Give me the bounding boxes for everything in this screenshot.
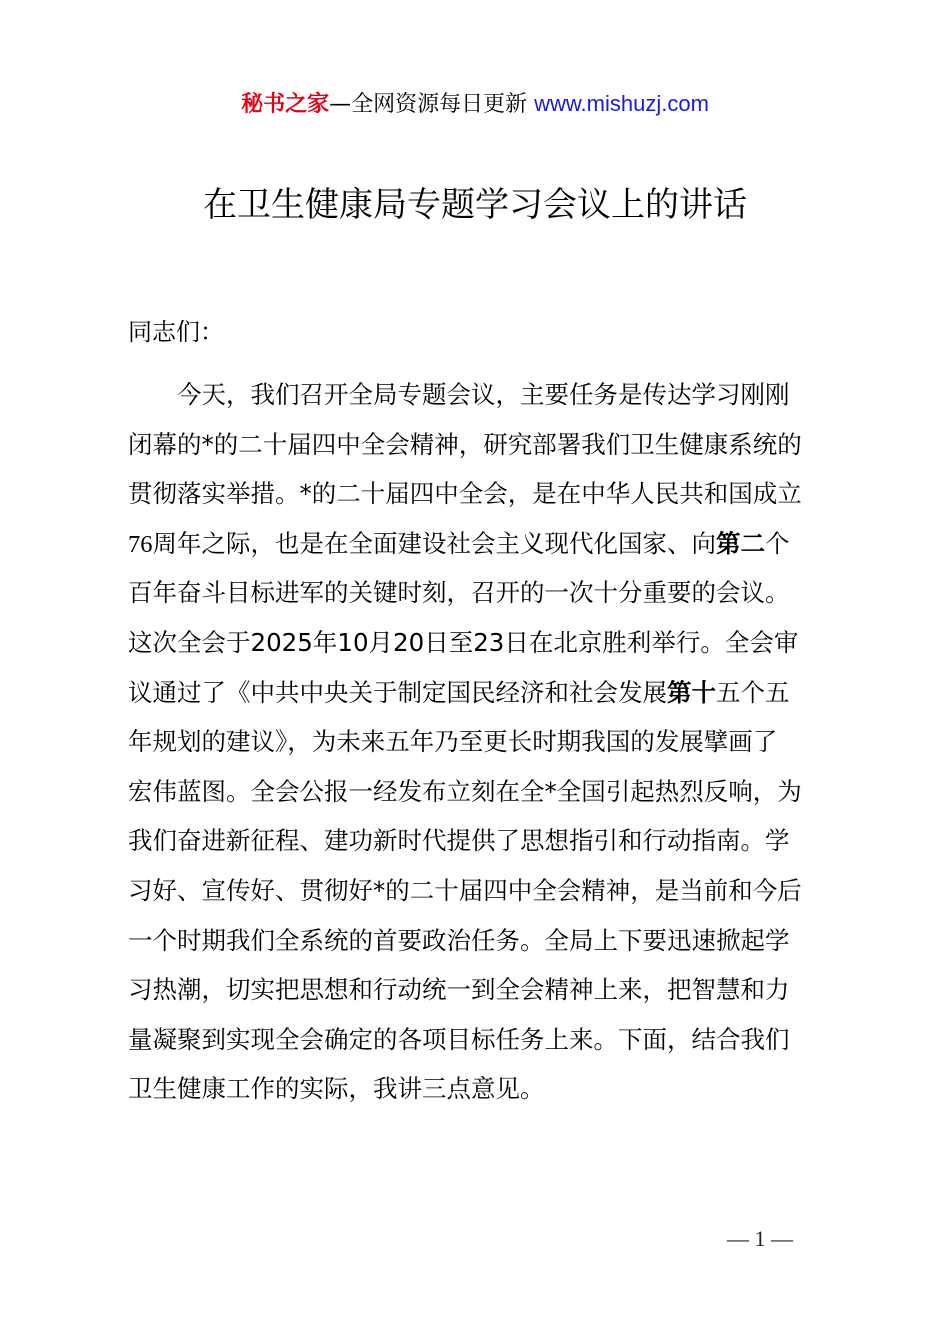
paragraph-line: 一个时期我们全系统的首要政治任务。全局上下要迅速掀起学 xyxy=(128,925,790,955)
paragraph-line: 百年奋斗目标进军的关键时刻，召开的一次十分重要的会议。 xyxy=(128,578,790,608)
line-text: 个 xyxy=(765,528,790,558)
paragraph-line: 宏伟蓝图。全会公报一经发布立刻在全*全国引起热烈反响，为 xyxy=(128,776,802,806)
paragraph-line: 卫生健康工作的实际，我讲三点意见。 xyxy=(128,1074,545,1104)
paragraph-line xyxy=(128,668,834,718)
paragraph-line: 今天，我们召开全局专题会议，主要任务是传达学习刚刚 xyxy=(177,380,790,409)
paragraph-line: 习热潮，切实把思想和行动统一到全会精神上来，把智慧和力 xyxy=(128,975,790,1005)
paragraph-line: 贯彻落实举措。*的二十届四中全会，是在中华人民共和国成立 xyxy=(128,479,802,509)
document-title: 在卫生健康局专题学习会议上的讲话 xyxy=(203,185,747,225)
body-paragraph xyxy=(128,370,834,1114)
paragraph-line: 量凝聚到实现全会确定的各项目标任务上来。下面，结合我们 xyxy=(128,1024,790,1054)
paragraph-line: 我们奋进新征程、建功新时代提供了思想指引和行动指南。学 xyxy=(128,826,790,856)
paragraph-line: 这次全会于2025年10月20日至23日在北京胜利举行。全会审 xyxy=(128,627,799,657)
site-brand: 秘书之家 xyxy=(241,92,330,117)
bold-text: 第十 xyxy=(667,677,716,707)
line-year-number: 76 xyxy=(128,530,153,558)
paragraph-line: 年规划的建议》，为未来五年乃至更长时期我国的发展擘画了 xyxy=(128,727,778,757)
line-text: 议通过了《中共中央关于制定国民经济和社会发展 xyxy=(128,677,667,707)
line-text: 周年之际，也是在全面建设社会主义现代化国家、向 xyxy=(152,528,716,558)
paragraph-line xyxy=(128,519,834,569)
site-url-link[interactable]: www.mishuzj.com xyxy=(534,91,709,116)
site-tagline: —全网资源每日更新 xyxy=(329,92,528,117)
paragraph-line: 闭幕的*的二十届四中全会精神，研究部署我们卫生健康系统的 xyxy=(128,429,802,459)
salutation: 同志们： xyxy=(128,318,224,346)
page-number: — 1 — xyxy=(727,1226,793,1251)
bold-text: 第二 xyxy=(716,528,765,558)
line-text: 五个五 xyxy=(716,677,790,707)
site-header xyxy=(0,88,950,121)
paragraph-line: 习好、宣传好、贯彻好*的二十届四中全会精神，是当前和今后 xyxy=(128,875,802,905)
